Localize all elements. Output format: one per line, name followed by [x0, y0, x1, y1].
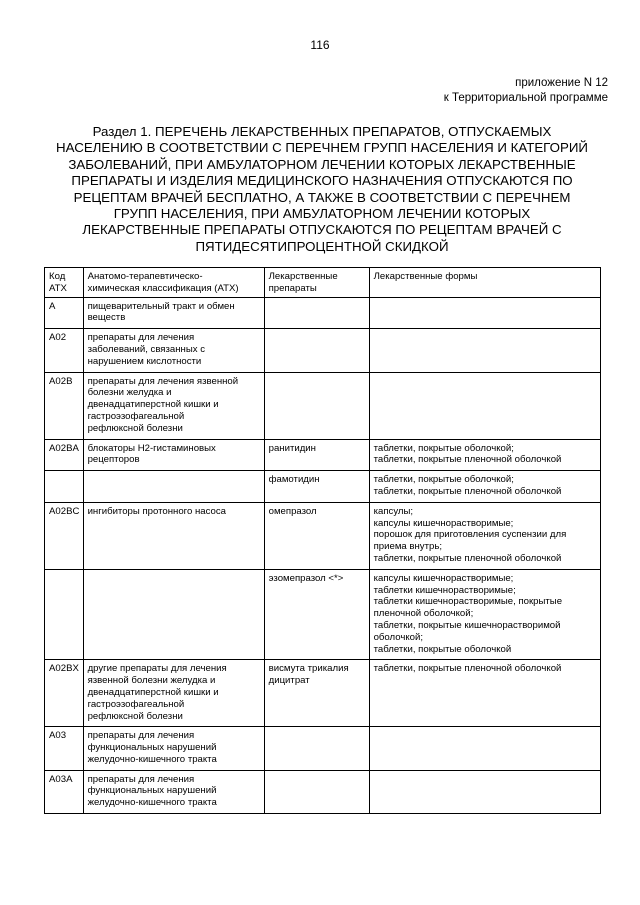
cell-drug: [264, 660, 369, 727]
cell-drug-line: висмута трикалия: [268, 663, 349, 675]
cell-classification-line: препараты для лечения: [87, 773, 195, 785]
cell-forms-line: таблетки, покрытые оболочкой: [373, 643, 512, 655]
cell-drug-line: ранитидин: [268, 442, 316, 454]
cell-code: [45, 770, 84, 813]
cell-code: [45, 660, 84, 727]
header-code-line: Код: [49, 271, 66, 282]
cell-forms: [369, 372, 600, 439]
cell-forms-line: таблетки, покрытые оболочкой;: [373, 474, 514, 486]
section-title-line: ПРЕПАРАТЫ И ИЗДЕЛИЯ МЕДИЦИНСКОГО НАЗНАЧЕНИЯ ОТПУСКАЮТСЯ ПО: [71, 173, 573, 189]
cell-code-line: A02B: [49, 375, 73, 387]
cell-drug: [264, 297, 369, 329]
cell-drug-line: омепразол: [268, 505, 317, 517]
cell-classification-line: препараты для лечения язвенной: [87, 375, 239, 387]
cell-classification-line: рецепторов: [87, 454, 140, 466]
cell-forms-line: приема внутрь;: [373, 541, 443, 553]
table-row: [45, 770, 601, 813]
cell-code-line: А: [49, 300, 56, 312]
header-classification-line: Анатомо-терапевтическо-: [87, 271, 203, 282]
cell-drug: [264, 502, 369, 569]
appendix-line-1: приложение N 12: [515, 77, 608, 89]
appendix-heading: [444, 76, 608, 106]
section-title-line: ЗАБОЛЕВАНИЙ, ПРИ АМБУЛАТОРНОМ ЛЕЧЕНИИ КОТОРЫХ ЛЕКАРСТВЕННЫЕ: [68, 156, 576, 172]
table-header-row: [45, 268, 601, 298]
cell-code-line: A02BX: [49, 663, 79, 675]
cell-classification-line: рефлюксной болезни: [87, 422, 183, 434]
table-row: [45, 372, 601, 439]
cell-classification-line: гастроэзофагеальной: [87, 410, 185, 422]
cell-classification-line: двенадцатиперстной кишки и: [87, 399, 219, 411]
cell-forms: [369, 329, 600, 372]
header-forms-line: Лекарственные формы: [373, 271, 478, 282]
cell-classification-line: нарушением кислотности: [87, 355, 202, 367]
cell-code: [45, 372, 84, 439]
cell-classification: [83, 471, 264, 503]
table-row: [45, 329, 601, 372]
cell-forms-line: оболочкой;: [373, 631, 424, 643]
cell-classification-line: заболеваний, связанных с: [87, 343, 205, 355]
cell-classification-line: желудочно-кишечного тракта: [87, 753, 217, 765]
cell-classification-line: препараты для лечения: [87, 730, 195, 742]
table-row: [45, 660, 601, 727]
cell-forms: [369, 439, 600, 471]
cell-drug: [264, 569, 369, 660]
cell-forms-line: капсулы кишечнорастворимые;: [373, 517, 514, 529]
cell-drug-line: дицитрат: [268, 675, 310, 687]
cell-forms-line: пленочной оболочкой;: [373, 608, 474, 620]
cell-code: [45, 329, 84, 372]
cell-classification-line: веществ: [87, 312, 126, 324]
cell-code: [45, 297, 84, 329]
cell-code: [45, 727, 84, 770]
header-classification: [83, 268, 264, 298]
cell-forms: [369, 471, 600, 503]
cell-forms: [369, 660, 600, 727]
cell-code-line: A03: [49, 730, 67, 742]
cell-forms: [369, 727, 600, 770]
cell-code: [45, 502, 84, 569]
header-code: [45, 268, 84, 298]
cell-classification: [83, 329, 264, 372]
cell-classification: [83, 439, 264, 471]
cell-forms-line: таблетки кишечнорастворимые, покрытые: [373, 596, 563, 608]
cell-forms-line: капсулы;: [373, 505, 414, 517]
table-row: [45, 569, 601, 660]
cell-classification: [83, 297, 264, 329]
cell-forms: [369, 569, 600, 660]
header-code-line: АТХ: [49, 282, 67, 294]
cell-classification-line: препараты для лечения: [87, 332, 195, 344]
cell-classification: [83, 727, 264, 770]
cell-forms-line: таблетки кишечнорастворимые;: [373, 584, 516, 596]
cell-drug: [264, 471, 369, 503]
cell-classification-line: язвенной болезни желудка и: [87, 675, 216, 687]
cell-drug: [264, 770, 369, 813]
cell-code: [45, 439, 84, 471]
cell-code-line: A03A: [49, 773, 73, 785]
table-row: [45, 471, 601, 503]
cell-drug: [264, 727, 369, 770]
cell-classification: [83, 770, 264, 813]
cell-code-line: A02BC: [49, 505, 80, 517]
table-row: [45, 727, 601, 770]
cell-code-line: A02: [49, 332, 67, 344]
cell-classification-line: функциональных нарушений: [87, 785, 217, 797]
cell-code: [45, 569, 84, 660]
cell-drug-line: эзомепразол <*>: [268, 572, 344, 584]
cell-classification: [83, 569, 264, 660]
cell-classification: [83, 502, 264, 569]
cell-classification: [83, 372, 264, 439]
cell-code: [45, 471, 84, 503]
cell-classification-line: двенадцатиперстной кишки и: [87, 686, 219, 698]
section-title-line: Раздел 1. ПЕРЕЧЕНЬ ЛЕКАРСТВЕННЫХ ПРЕПАРАТОВ, ОТПУСКАЕМЫХ: [92, 124, 552, 139]
cell-classification-line: пищеварительный тракт и обмен: [87, 300, 235, 312]
cell-forms-line: таблетки, покрытые пленочной оболочкой: [373, 485, 562, 497]
cell-classification-line: гастроэзофагеальной: [87, 698, 185, 710]
table-row: [45, 502, 601, 569]
section-title-line: ГРУПП НАСЕЛЕНИЯ, ПРИ АМБУЛАТОРНОМ ЛЕЧЕНИИ КОТОРЫХ: [113, 206, 531, 222]
header-drugs: [264, 268, 369, 298]
section-title-line: ЛЕКАРСТВЕННЫЕ ПРЕПАРАТЫ ОТПУСКАЮТСЯ ПО РЕЦЕПТАМ ВРАЧЕЙ С: [82, 222, 562, 238]
cell-drug-line: фамотидин: [268, 474, 320, 486]
table-row: [45, 297, 601, 329]
header-drugs-line: препараты: [268, 282, 317, 294]
cell-forms: [369, 297, 600, 329]
section-title-line: РЕЦЕПТАМ ВРАЧЕЙ БЕСПЛАТНО, А ТАКЖЕ В СООТВЕТСТВИИ С ПЕРЕЧНЕМ: [73, 189, 571, 205]
table-row: [45, 439, 601, 471]
cell-forms: [369, 770, 600, 813]
cell-classification: [83, 660, 264, 727]
cell-forms-line: таблетки, покрытые оболочкой;: [373, 442, 514, 454]
page-number: 116: [310, 38, 330, 52]
appendix-line-2: к Территориальной программе: [443, 92, 608, 104]
cell-classification-line: желудочно-кишечного тракта: [87, 797, 217, 809]
atx-drug-table: [44, 267, 601, 814]
header-drugs-line: Лекарственные: [268, 271, 338, 282]
cell-classification-line: другие препараты для лечения: [87, 663, 227, 675]
cell-forms-line: таблетки, покрытые пленочной оболочкой: [373, 454, 562, 466]
cell-forms-line: таблетки, покрытые пленочной оболочкой: [373, 552, 562, 564]
cell-code-line: A02BA: [49, 442, 79, 454]
cell-classification-line: болезни желудка и: [87, 387, 172, 399]
cell-forms-line: таблетки, покрытые кишечнорастворимой: [373, 619, 561, 631]
section-title: [44, 124, 600, 255]
cell-forms-line: порошок для приготовления суспензии для: [373, 529, 567, 541]
cell-drug: [264, 329, 369, 372]
section-title-line: ПЯТИДЕСЯТИПРОЦЕНТНОЙ СКИДКОЙ: [195, 238, 449, 254]
cell-classification-line: ингибиторы протонного насоса: [87, 505, 226, 517]
cell-forms-line: таблетки, покрытые пленочной оболочкой: [373, 663, 562, 675]
section-title-line: НАСЕЛЕНИЮ В СООТВЕТСТВИИ С ПЕРЕЧНЕМ ГРУПП НАСЕЛЕНИЯ И КАТЕГОРИЙ: [56, 140, 588, 156]
header-forms: [369, 268, 600, 298]
cell-classification-line: рефлюксной болезни: [87, 710, 183, 722]
cell-drug: [264, 439, 369, 471]
cell-forms: [369, 502, 600, 569]
cell-classification-line: функциональных нарушений: [87, 742, 217, 754]
cell-forms-line: капсулы кишечнорастворимые;: [373, 572, 514, 584]
header-classification-line: химическая классификация (АТХ): [87, 282, 239, 294]
cell-classification-line: блокаторы H2-гистаминовых: [87, 442, 216, 454]
cell-drug: [264, 372, 369, 439]
